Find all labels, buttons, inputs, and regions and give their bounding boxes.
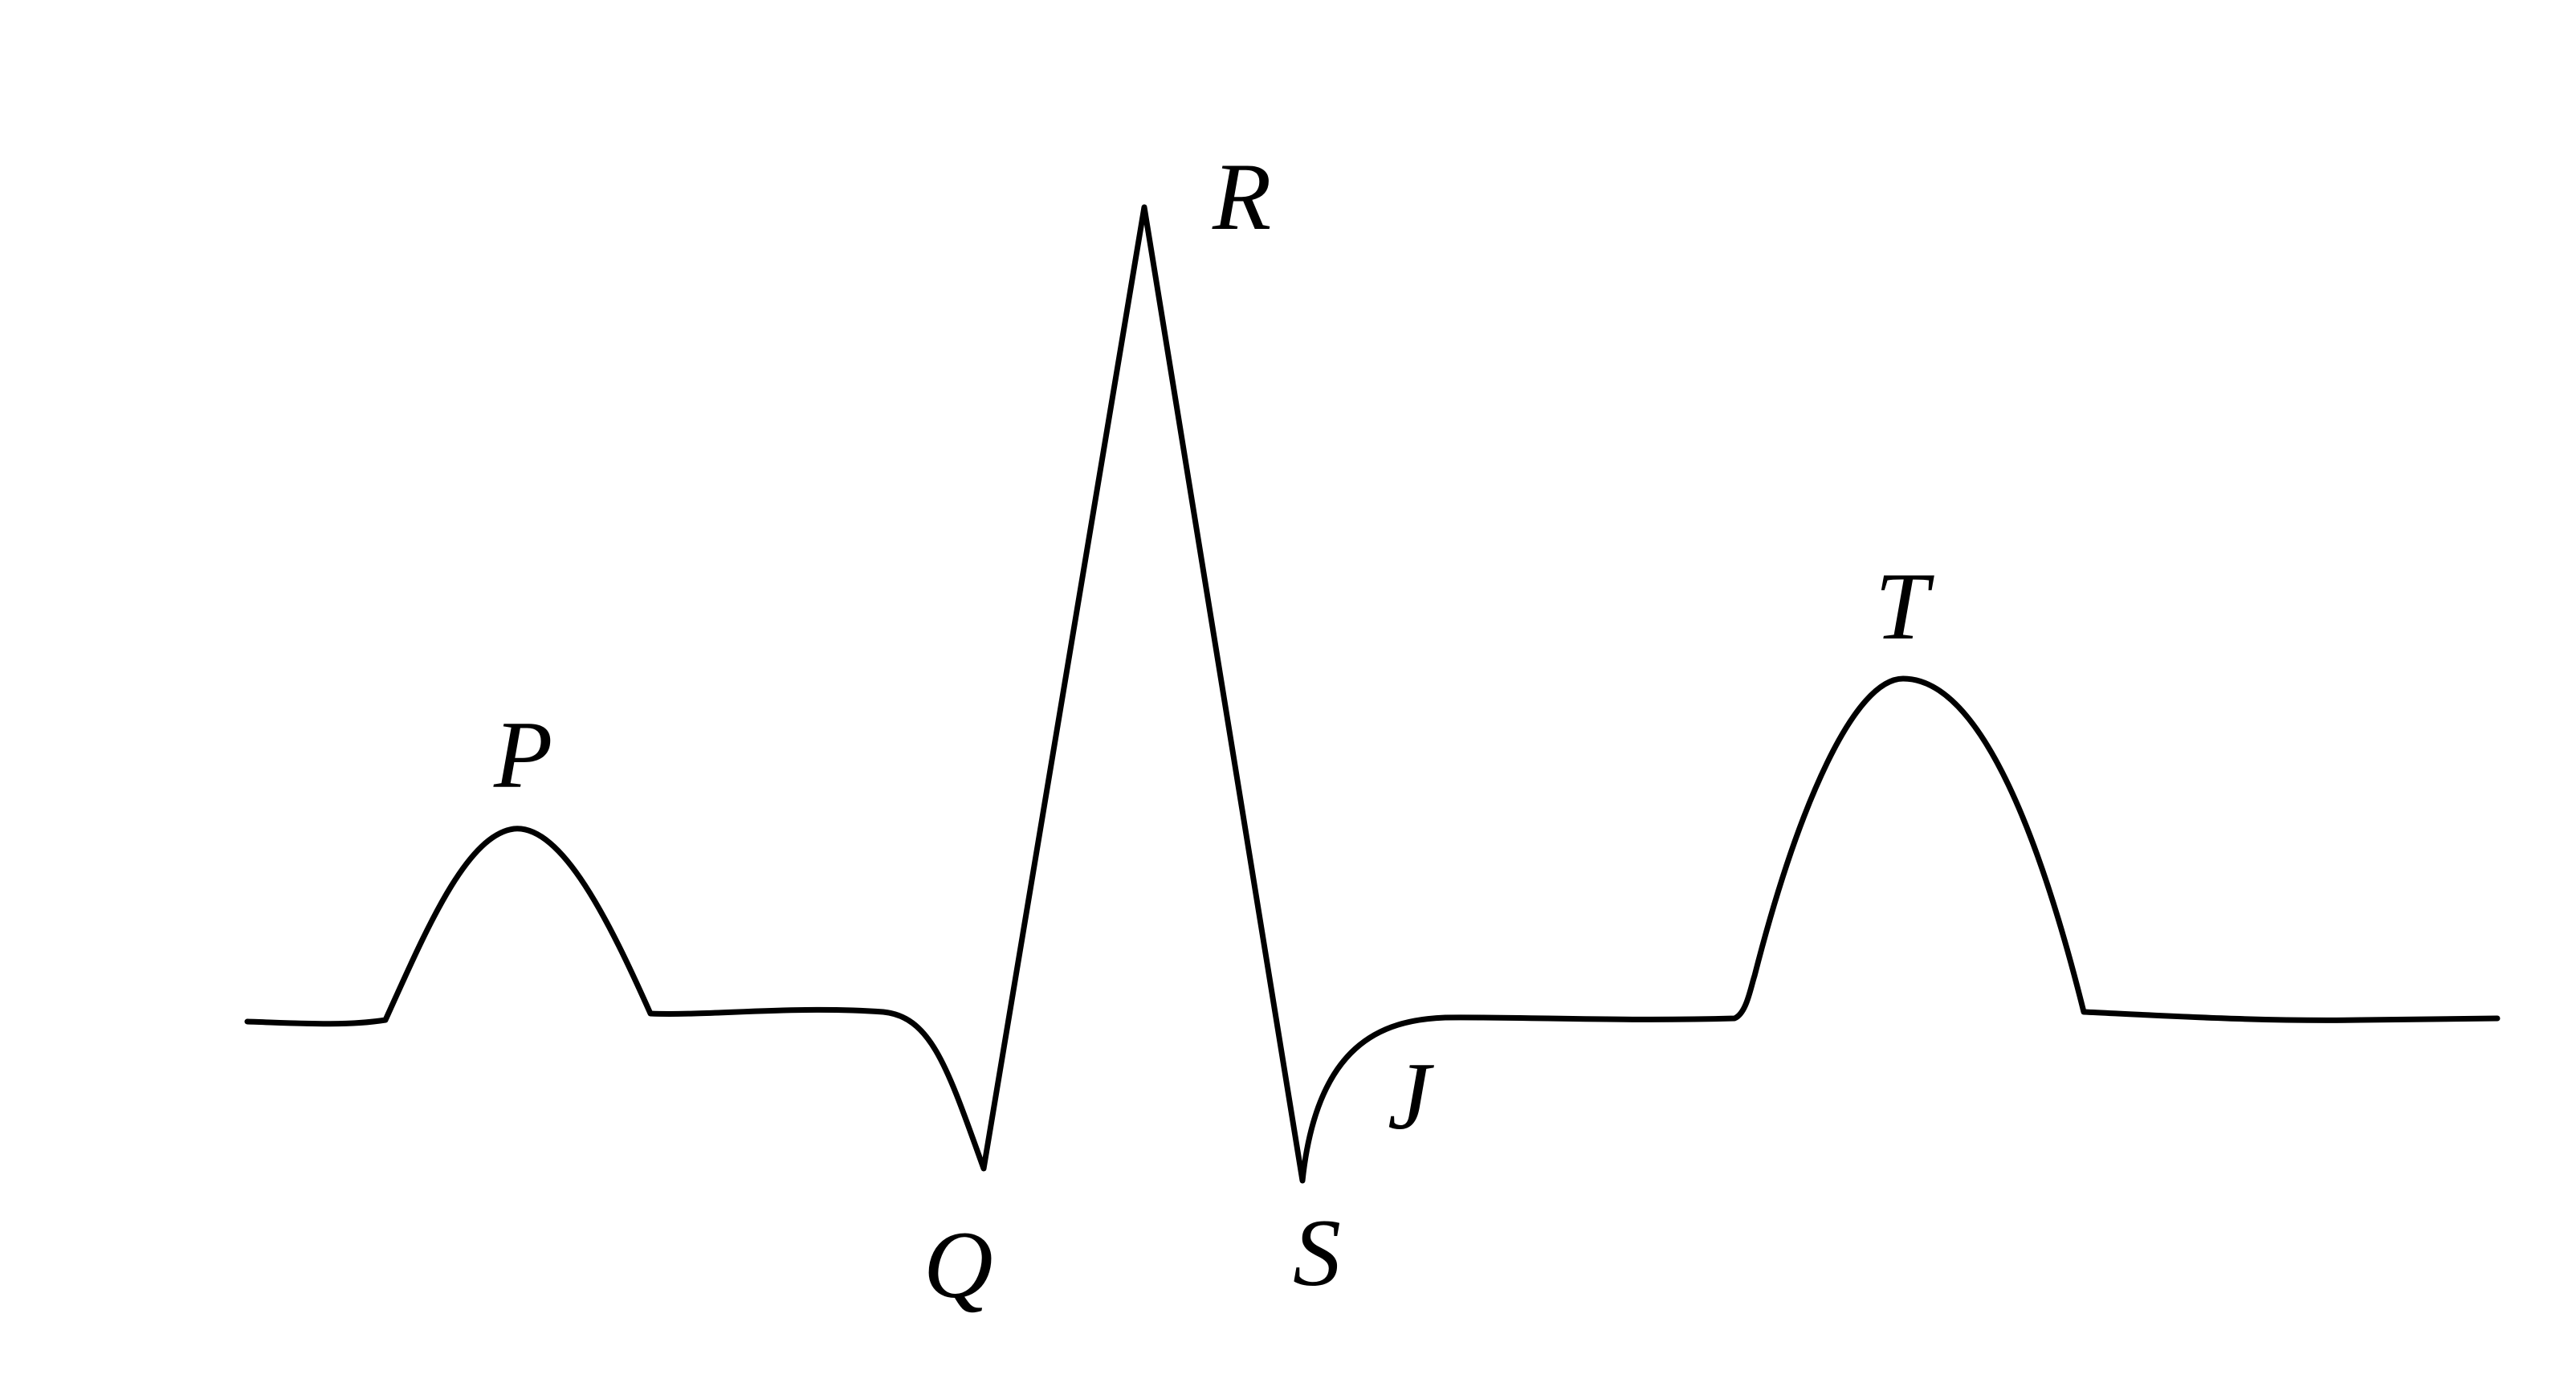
q-wave-label: Q [923, 1211, 993, 1318]
t-wave-label: T [1875, 553, 1929, 659]
p-wave-label: P [494, 701, 553, 808]
ecg-trace [247, 207, 2497, 1181]
s-wave-label: S [1293, 1199, 1341, 1306]
j-point-label: J [1388, 1042, 1431, 1149]
r-wave-label: R [1213, 143, 1272, 250]
